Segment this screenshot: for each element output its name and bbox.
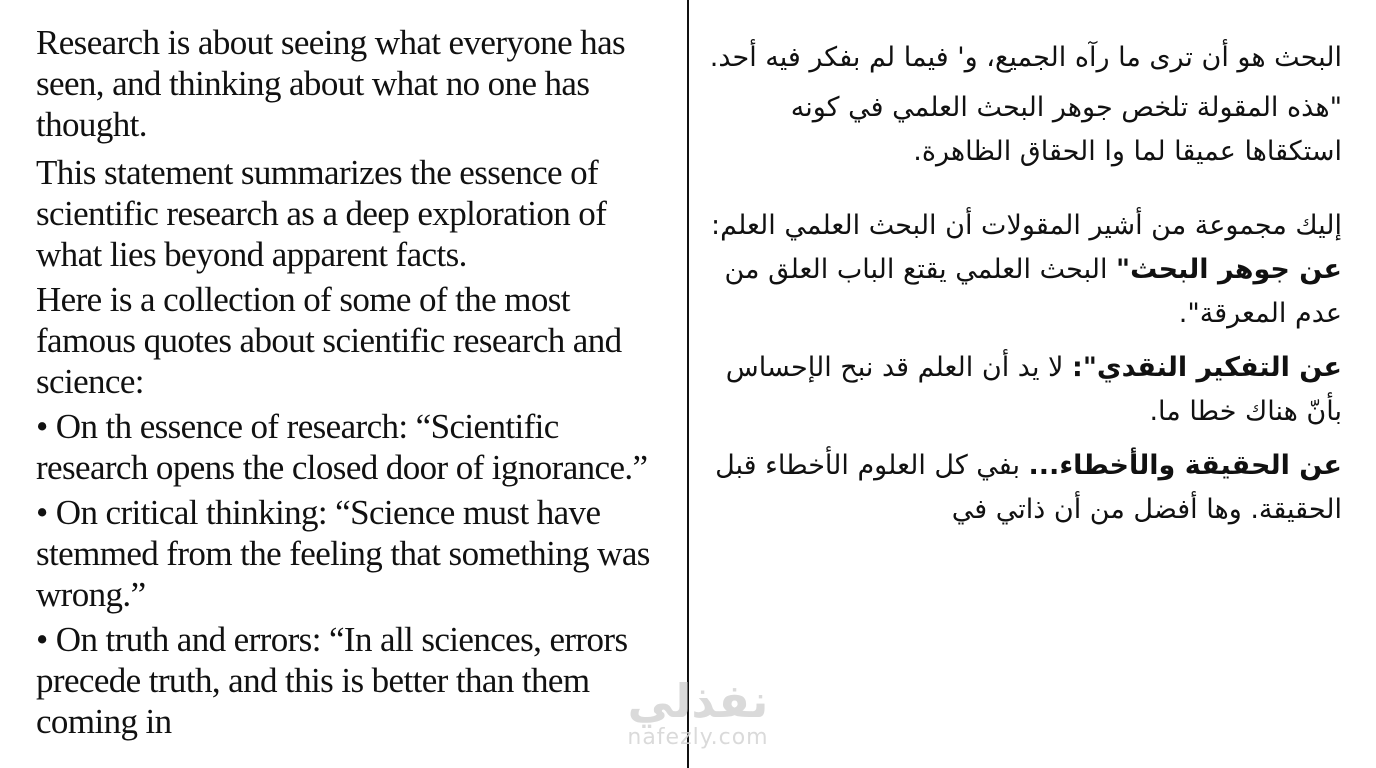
- arabic-quote-label: عن جوهر البحث": [1116, 254, 1342, 285]
- english-bullet-critical-thinking: • On critical thinking: “Science must have stemmed from the feeling that something was wrong.”: [36, 493, 650, 614]
- english-column: [36, 22, 676, 742]
- column-divider: [687, 0, 689, 768]
- arabic-quote-label: عن الحقيقة والأخطاء...: [1028, 450, 1342, 481]
- arabic-quote-critical-thinking: [706, 346, 1342, 434]
- arabic-paragraph-intro-quote: البحث هو أن ترى ما رآه الجميع، و' فيما لم بفكر فيه أحد.: [709, 42, 1342, 73]
- arabic-quote-text: البحث العلمي يقتع الباب العلق من عدم المعرقة".: [724, 254, 1342, 329]
- english-paragraph-summary: This statement summarizes the essence of scientific research as a deep exploration of what lies beyond apparent facts.: [36, 153, 607, 274]
- english-paragraph-collection-intro: Here is a collection of some of the most famous quotes about scientific research and science:: [36, 280, 622, 401]
- english-bullet-essence-of-research: • On th essence of research: “Scientific research opens the closed door of ignorance.”: [36, 407, 648, 487]
- arabic-quote-text: بفي كل العلوم الأخطاء قبل الحقيقة. وها أفضل من أن ذاتي في: [715, 450, 1342, 525]
- arabic-paragraph-collection-intro: إليك مجموعة من أشير المقولات أن البحث العلمي العلم:: [711, 210, 1342, 241]
- arabic-quote-text: لا يد أن العلم قد نبح الإحساس بأنّ هناك خطا ما.: [725, 352, 1342, 427]
- watermark-logo: نفذلي: [627, 674, 769, 728]
- english-bullet-truth-and-errors: • On truth and errors: “In all sciences, errors precede truth, and this is better than them coming in: [36, 620, 628, 741]
- arabic-quote-label: عن التفكير النقدي":: [1072, 352, 1342, 383]
- arabic-column: [706, 36, 1342, 532]
- arabic-quote-essence-of-research: [706, 248, 1342, 336]
- watermark-url: nafezly.com: [627, 725, 769, 750]
- arabic-quote-truth-and-errors: [706, 444, 1342, 532]
- english-paragraph-intro-quote: Research is about seeing what everyone has seen, and thinking about what no one has thought.: [36, 23, 626, 144]
- arabic-paragraph-summary: "هذه المقولة تلخص جوهر البحث العلمي في كونه استكقاها عميقا لما وا الحقاق الظاهرة.: [790, 92, 1342, 167]
